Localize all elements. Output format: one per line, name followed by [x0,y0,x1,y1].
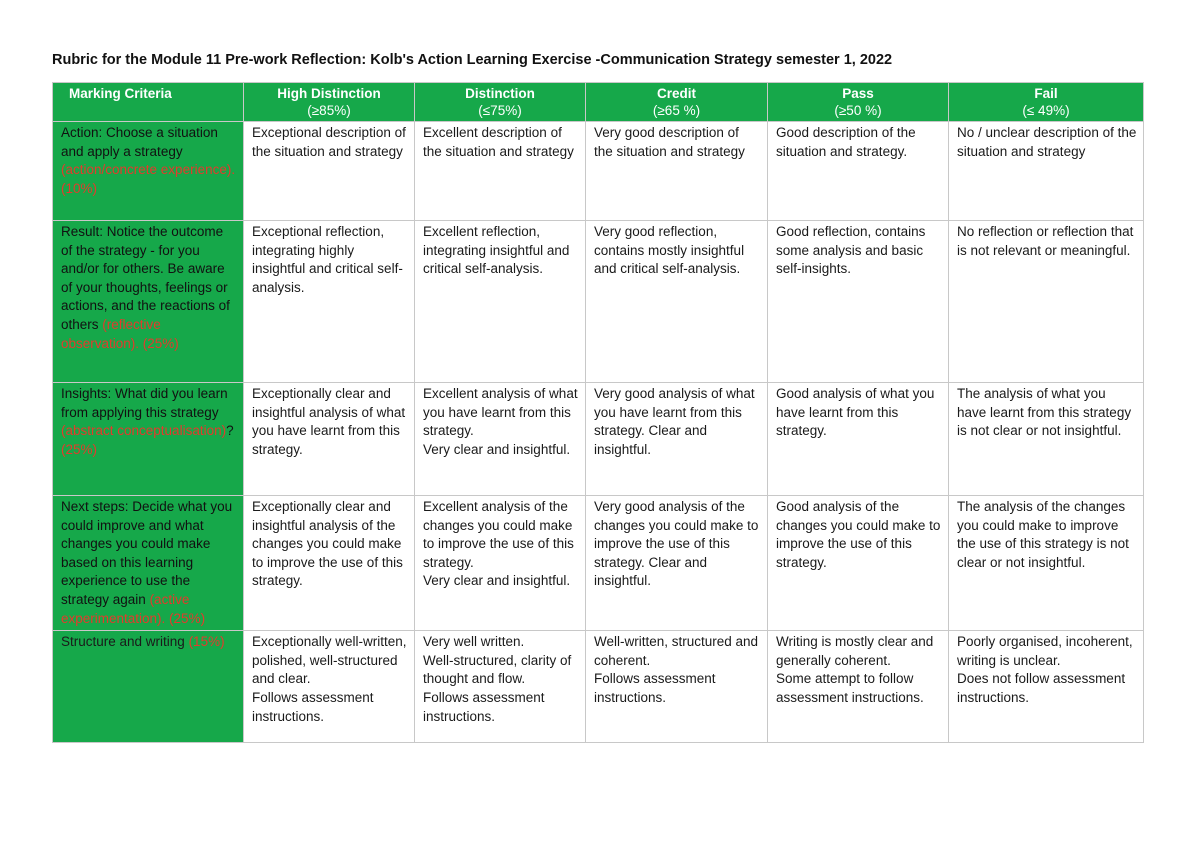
grade-name: Distinction [465,86,535,101]
cell-pass [768,631,949,743]
cell-fail: The analysis of the changes you could make to improve the use of this strategy is not clear or not insightful. [949,496,1144,631]
cell-line: Very clear and insightful. [423,441,571,457]
criteria-weight-note: (reflective observation). (25%) [61,316,179,351]
table-row [53,631,1144,743]
cell-high-distinction [244,631,415,743]
cell-pass: Good analysis of what you have learnt from this strategy. [768,383,949,496]
criteria-text: Structure and writing [61,634,189,650]
cell-distinction: Excellent reflection, integrating insightful and critical self-analysis. [415,221,586,383]
criteria-text: Insights: What did you learn from applying this strategy [61,386,228,420]
criteria-weight-note: (15%) [188,634,225,650]
rubric-table [52,82,1144,743]
grade-range: (≥85%) [307,103,351,118]
grade-range: (≥65 %) [652,103,701,118]
cell-distinction: Excellent description of the situation and strategy [415,122,586,221]
cell-fail [949,631,1144,743]
cell-line: Some attempt to follow assessment instructions. [776,671,924,705]
cell-distinction [415,631,586,743]
cell-pass: Good reflection, contains some analysis and basic self-insights. [768,221,949,383]
cell-credit: Very good reflection, contains mostly insightful and critical self-analysis. [586,221,768,383]
cell-line: Very clear and insightful. [423,573,571,589]
cell-distinction [415,496,586,631]
table-row [53,496,1144,631]
cell-distinction [415,383,586,496]
cell-pass: Good analysis of the changes you could make to improve the use of this strategy. [768,496,949,631]
cell-line: Follows assessment instructions. [594,671,716,705]
cell-line: Excellent analysis of the changes you could make to improve the use of this strategy. [423,499,574,570]
grade-name: Fail [1034,86,1058,101]
cell-high-distinction: Exceptional description of the situation and strategy [244,122,415,221]
table-row [53,383,1144,496]
criteria-next-steps [53,496,244,631]
cell-credit [586,631,768,743]
cell-line: Very well written. [423,634,525,650]
criteria-insights [53,383,244,496]
cell-line: Poorly organised, incoherent, writing is unclear. [957,634,1133,668]
grade-name: Credit [656,86,696,101]
criteria-text: Result: Notice the outcome of the strategy - for you and/or for others. Be aware of your thoughts, feelings or actions, and the reactions of others [61,224,230,332]
criteria-structure-writing [53,631,244,743]
cell-credit: Very good analysis of what you have learnt from this strategy. Clear and insightful. [586,383,768,496]
criteria-action [53,122,244,221]
cell-fail: No / unclear description of the situation and strategy [949,122,1144,221]
cell-line: Well-structured, clarity of thought and flow. [423,652,572,687]
header-pass [768,83,949,122]
header-marking-criteria: Marking Criteria [53,83,244,122]
cell-line: Well-written, structured and coherent. [594,634,759,668]
cell-high-distinction: Exceptionally clear and insightful analysis of what you have learnt from this strategy. [244,383,415,496]
header-row [53,83,1144,122]
cell-line: Does not follow assessment instructions. [957,671,1126,705]
criteria-question-mark: ? [226,423,234,439]
criteria-weight-note: (action/concrete experience). (10%) [61,162,236,196]
cell-line: Follows assessment instructions. [423,689,545,724]
criteria-weight-note: (25%) [61,441,98,457]
criteria-result [53,221,244,383]
grade-range: (≥50 %) [834,103,882,118]
criteria-text: Next steps: Decide what you could improve and what changes you could make based on this learning experience to use the strategy again [61,499,233,607]
cell-line: Follows assessment instructions. [252,689,374,724]
header-credit [586,83,768,122]
cell-credit: Very good analysis of the changes you could make to improve the use of this strategy. Clear and insightful. [586,496,768,631]
cell-high-distinction: Exceptional reflection, integrating highly insightful and critical self-analysis. [244,221,415,383]
grade-range: (≤ 49%) [1022,103,1070,118]
table-row [53,122,1144,221]
cell-fail: The analysis of what you have learnt from this strategy is not clear or not insightful. [949,383,1144,496]
table-row [53,221,1144,383]
criteria-text: Action: Choose a situation and apply a strategy [61,125,218,159]
cell-line: Excellent analysis of what you have learnt from this strategy. [423,386,578,439]
grade-name: Pass [842,86,874,101]
header-distinction [415,83,586,122]
cell-pass: Good description of the situation and strategy. [768,122,949,221]
header-high-distinction [244,83,415,122]
page-title: Rubric for the Module 11 Pre-work Reflection: Kolb's Action Learning Exercise -Communication Strategy semester 1, 2022 [52,52,893,68]
cell-fail: No reflection or reflection that is not relevant or meaningful. [949,221,1144,383]
cell-line: Exceptionally well-written, polished, well-structured and clear. [252,634,407,687]
cell-line: Writing is mostly clear and generally coherent. [776,634,934,668]
header-fail [949,83,1144,122]
grade-name: High Distinction [277,86,381,101]
criteria-weight-note: (active experimentation). (25%) [61,591,206,626]
cell-credit: Very good description of the situation and strategy [586,122,768,221]
criteria-weight-note: (abstract conceptualisation) [61,423,227,439]
grade-range: (≤75%) [478,103,522,118]
cell-high-distinction: Exceptionally clear and insightful analysis of the changes you could make to improve the use of this strategy. [244,496,415,631]
